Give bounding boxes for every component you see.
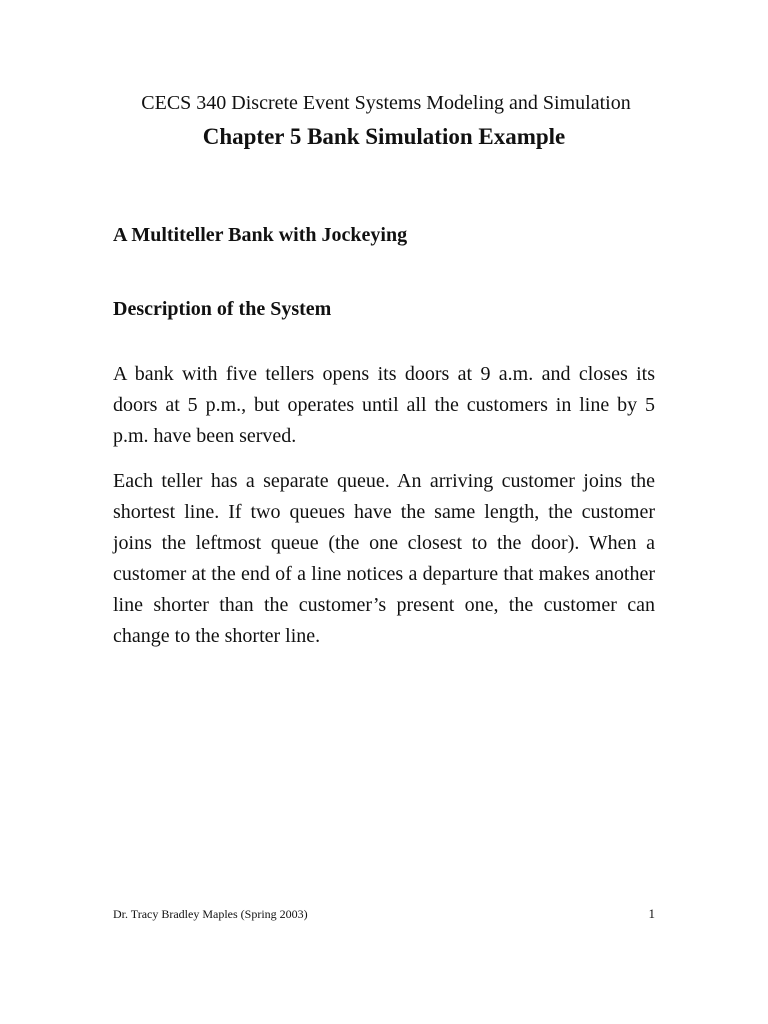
- course-title: CECS 340 Discrete Event Systems Modeling and Simulation: [141, 92, 631, 114]
- footer-author: Dr. Tracy Bradley Maples (Spring 2003): [113, 907, 308, 921]
- body-paragraph: Each teller has a separate queue. An arriving customer joins the shortest line. If two queues have the same length, the customer joins the leftmost queue (the one closest to the door). When a customer at the end of a line notices a departure that makes another line shorter than the customer’s present one, the customer can change to the shorter line.: [113, 470, 655, 647]
- subsection-heading: Description of the System: [113, 298, 332, 320]
- body-paragraph: A bank with five tellers opens its doors at 9 a.m. and closes its doors at 5 p.m., but operates until all the customers in line by 5 p.m. have been served.: [113, 363, 655, 447]
- section-heading: A Multiteller Bank with Jockeying: [113, 224, 408, 246]
- chapter-title: Chapter 5 Bank Simulation Example: [202, 124, 566, 149]
- page-number: 1: [648, 906, 655, 921]
